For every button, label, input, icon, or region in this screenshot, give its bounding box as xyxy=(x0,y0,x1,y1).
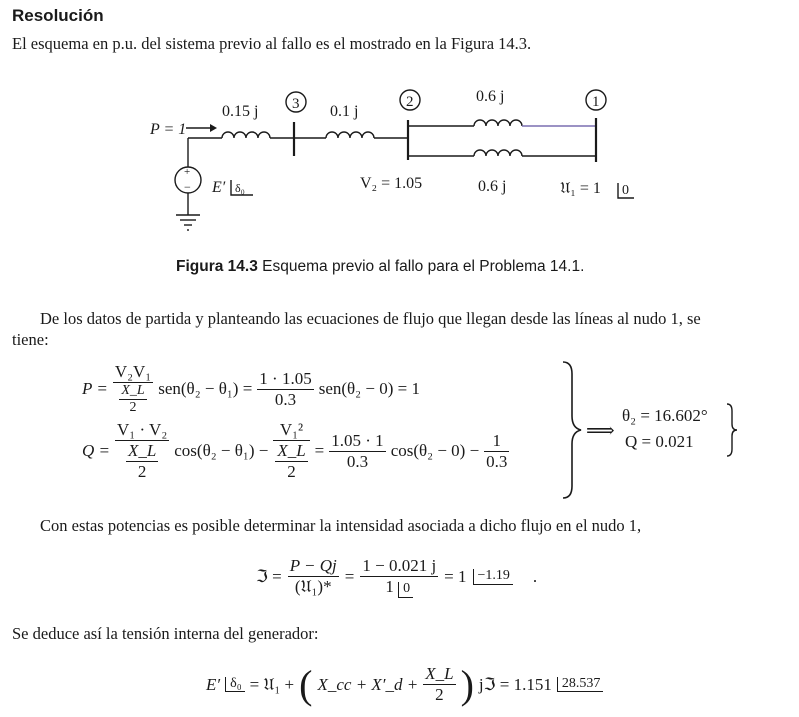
eq-q-num3: 1 xyxy=(484,431,509,452)
open-paren: ( xyxy=(299,661,313,707)
inductor-symbol-2 xyxy=(326,132,374,138)
eq-i-den2 xyxy=(360,577,438,598)
eq-p-frac-1 xyxy=(113,362,153,416)
eq-p-mid: sen(θ₂ − θ₁) = xyxy=(158,379,253,398)
paragraph-1-line-2: tiene: xyxy=(12,330,49,349)
eq-p-den2: 0.3 xyxy=(274,389,297,409)
eq-i-result-angle: −1.19 xyxy=(473,569,513,585)
figure-caption xyxy=(176,258,584,276)
eq-q-den xyxy=(115,441,169,482)
e-angle: δ₀ xyxy=(235,181,245,195)
eq-e-lhs: E′ xyxy=(206,674,221,694)
eq-e-lhs-angle: δ₀ xyxy=(225,677,244,693)
u1-label: 𝔘₁ = 1 xyxy=(560,180,601,197)
close-paren: ) xyxy=(460,661,474,707)
eq-i-num: P − Qj xyxy=(289,556,337,576)
equation-e xyxy=(206,661,603,707)
reactance-top-0.6j: 0.6 j xyxy=(476,88,505,105)
right-brace xyxy=(560,360,584,500)
plus-sign: + xyxy=(184,166,191,178)
p-label: P = 1 xyxy=(150,121,187,138)
reactance-0.1j: 0.1 j xyxy=(330,103,359,120)
equation-p xyxy=(82,362,420,416)
node-2-label: 2 xyxy=(406,94,414,110)
eq-p-lhs: P = xyxy=(82,379,108,398)
eq-p-num: V₂V₁ xyxy=(114,362,152,381)
eq-p-end: sen(θ₂ − 0) = 1 xyxy=(318,379,420,398)
eq-e-frac xyxy=(423,664,455,705)
reactance-bottom-0.6j: 0.6 j xyxy=(478,178,507,195)
eq-q-lhs: Q = xyxy=(82,441,110,460)
eq-q-num: V₁ · V₂ xyxy=(117,420,168,439)
eq-i-frac-1 xyxy=(288,556,339,597)
inductor-symbol-4 xyxy=(474,150,522,156)
eq-i-den2-value: 1 xyxy=(385,577,394,596)
eq-i-den: (𝔘₁)* xyxy=(294,577,332,597)
result-q: Q = 0.021 xyxy=(625,432,694,451)
eq-e-den: 2 xyxy=(435,685,444,704)
eq-q-eq: = xyxy=(314,441,325,460)
paragraph-1-line-1: De los datos de partida y planteando las ecuaciones de flujo que llegan desde las líneas al nudo 1, se xyxy=(40,309,701,328)
eq-q-den2: 0.3 xyxy=(346,451,369,471)
eq-p-num2: 1 · 1.05 xyxy=(259,368,312,388)
equation-q xyxy=(82,420,509,482)
eq-q-frac-2 xyxy=(273,420,309,482)
intro-paragraph: El esquema en p.u. del sistema previo al fallo es el mostrado en la Figura 14.3. xyxy=(12,34,532,53)
implies-arrow: ⟹ xyxy=(586,420,615,442)
arrow-icon xyxy=(210,124,217,132)
eq-i-frac-2 xyxy=(360,556,438,598)
eq-q-den-sq-num: X_L xyxy=(277,441,306,460)
eq-q-den-num: X_L xyxy=(127,441,157,460)
result-brace xyxy=(724,402,740,458)
eq-q-num2: 1.05 · 1 xyxy=(331,430,384,450)
eq-e-eq: = 𝔘₁ + xyxy=(249,674,295,694)
eq-q-mid: cos(θ₂ − θ₁) − xyxy=(174,441,269,460)
eq-i-eq: = xyxy=(344,566,355,586)
eq-i-lhs: ℑ = xyxy=(256,566,282,586)
eq-i-num2: 1 − 0.021 j xyxy=(362,556,437,575)
eq-p-den xyxy=(113,383,153,416)
minus-sign: − xyxy=(184,180,191,194)
eq-i-den2-angle: 0 xyxy=(398,582,413,598)
eq-q-frac-3 xyxy=(329,431,385,472)
caption-prefix: Figura 14.3 xyxy=(176,258,258,275)
eq-q-den-den: 2 xyxy=(137,462,147,481)
result-theta: θ₂ = 16.602° xyxy=(622,406,708,425)
u1-angle: 0 xyxy=(622,183,629,198)
v2-label: V₂ = 1.05 xyxy=(360,175,423,192)
eq-q-den-sq xyxy=(273,441,309,482)
eq-q-den-sq-den: 2 xyxy=(287,462,296,481)
node-1-label: 1 xyxy=(592,94,600,110)
eq-q-den3: 0.3 xyxy=(486,451,508,471)
eq-e-angle: 28.537 xyxy=(557,677,604,693)
paragraph-3: Se deduce así la tensión interna del generador: xyxy=(12,624,319,643)
node-3-label: 3 xyxy=(292,96,300,112)
reactance-0.15j: 0.15 j xyxy=(222,103,259,120)
section-heading: Resolución xyxy=(12,6,104,25)
eq-q-mid2: cos(θ₂ − 0) − xyxy=(390,441,480,460)
inductor-symbol-3 xyxy=(474,120,522,126)
caption-text: Esquema previo al fallo para el Problema 14.1. xyxy=(257,258,585,275)
eq-e-inner: X_cc + X′_d + xyxy=(317,674,419,694)
e-prime-label: E′ xyxy=(212,179,226,196)
eq-q-frac-4 xyxy=(484,431,509,472)
paragraph-2: Con estas potencias es posible determinar la intensidad asociada a dicho flujo en el nudo 1, xyxy=(40,516,642,535)
eq-p-den-num: X_L xyxy=(121,383,145,398)
eq-i-dot: . xyxy=(532,566,538,586)
inductor-symbol-1 xyxy=(222,132,270,138)
eq-q-num-sq: V₁² xyxy=(273,420,309,441)
eq-e-tail: jℑ = 1.151 xyxy=(478,674,552,694)
circuit-diagram xyxy=(0,0,799,260)
eq-i-result: = 1 xyxy=(444,566,467,586)
eq-p-frac-2 xyxy=(257,369,313,410)
eq-p-den-den: 2 xyxy=(129,400,137,415)
eq-e-num: X_L xyxy=(425,664,454,683)
eq-q-frac-1 xyxy=(115,420,169,482)
equation-i xyxy=(256,556,537,598)
